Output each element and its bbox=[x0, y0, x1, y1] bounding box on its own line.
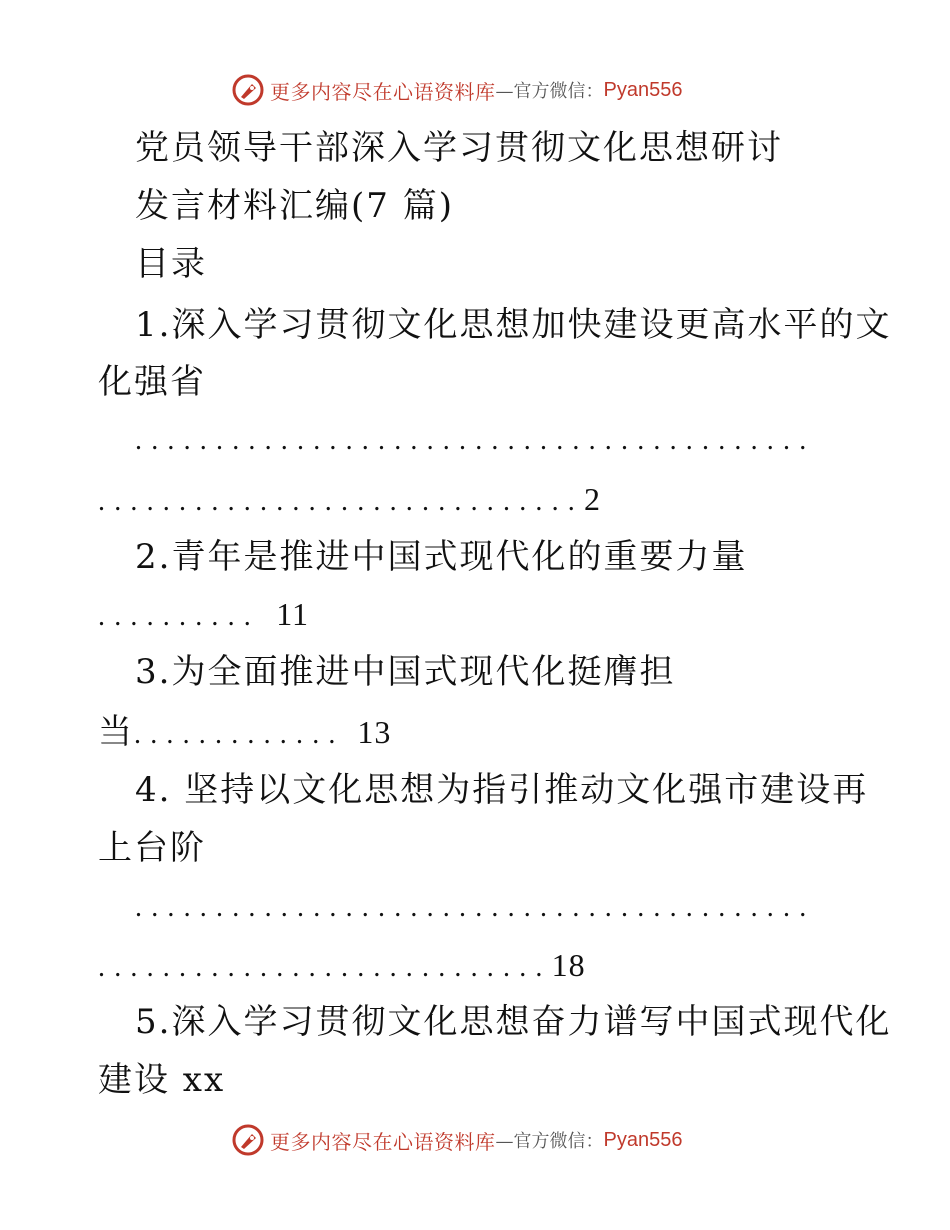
banner-text: 更多内容尽在心语资料库 bbox=[270, 79, 496, 104]
toc-item-1-line-1: 1.深入学习贯彻文化思想加快建设更高水平的文 bbox=[135, 305, 892, 345]
toc-item-1-leader-2 bbox=[98, 482, 601, 519]
pen-nib-logo-icon bbox=[232, 74, 264, 106]
toc-item-1-line-2: 化强省 bbox=[98, 362, 206, 402]
document-title-line-2: 发言材料汇编(7 篇) bbox=[135, 186, 454, 226]
toc-item-2-page: 11 bbox=[276, 596, 310, 632]
toc-item-3-prefix: 当 bbox=[98, 712, 134, 752]
toc-item-1-leader-dots: .............................. bbox=[98, 486, 584, 517]
document-title-line-1: 党员领导干部深入学习贯彻文化思想研讨 bbox=[135, 128, 783, 168]
toc-item-3-line-1: 3.为全面推进中国式现代化挺膺担 bbox=[135, 652, 676, 692]
toc-item-1-page: 2 bbox=[584, 481, 601, 517]
toc-item-3-page: 13 bbox=[357, 714, 392, 750]
banner-wechat-id: Pyan556 bbox=[603, 78, 683, 101]
header-banner bbox=[232, 72, 712, 108]
toc-item-4-leader-1: .......................................... bbox=[135, 892, 816, 923]
banner-text: 更多内容尽在心语资料库 bbox=[270, 1129, 496, 1154]
toc-item-2-leader-dots: .......... bbox=[98, 601, 260, 632]
banner-dash: —官方微信： bbox=[495, 81, 604, 102]
toc-item-3-line-2 bbox=[98, 712, 391, 752]
toc-item-4-page: 18 bbox=[551, 947, 586, 983]
toc-item-4-leader-2 bbox=[98, 948, 586, 985]
toc-item-4-line-2: 上台阶 bbox=[98, 828, 206, 868]
toc-item-3-leader-dots: ............. bbox=[134, 719, 345, 750]
toc-item-2-line-1: 2.青年是推进中国式现代化的重要力量 bbox=[135, 537, 748, 577]
toc-heading: 目录 bbox=[135, 244, 207, 284]
toc-item-4-line-1: 4. 坚持以文化思想为指引推动文化强市建设再 bbox=[135, 770, 869, 810]
toc-item-5-line-2: 建设 xx bbox=[98, 1060, 226, 1100]
footer-banner bbox=[232, 1122, 712, 1158]
toc-item-2-leader bbox=[98, 597, 309, 634]
toc-item-1-leader-1: .......................................... bbox=[135, 425, 816, 456]
banner-dash: —官方微信： bbox=[495, 1131, 604, 1152]
toc-item-5-line-1: 5.深入学习贯彻文化思想奋力谱写中国式现代化 bbox=[135, 1002, 892, 1042]
toc-item-4-leader-dots: ............................ bbox=[98, 952, 552, 983]
banner-wechat-id: Pyan556 bbox=[603, 1128, 683, 1151]
pen-nib-logo-icon bbox=[232, 1124, 264, 1156]
